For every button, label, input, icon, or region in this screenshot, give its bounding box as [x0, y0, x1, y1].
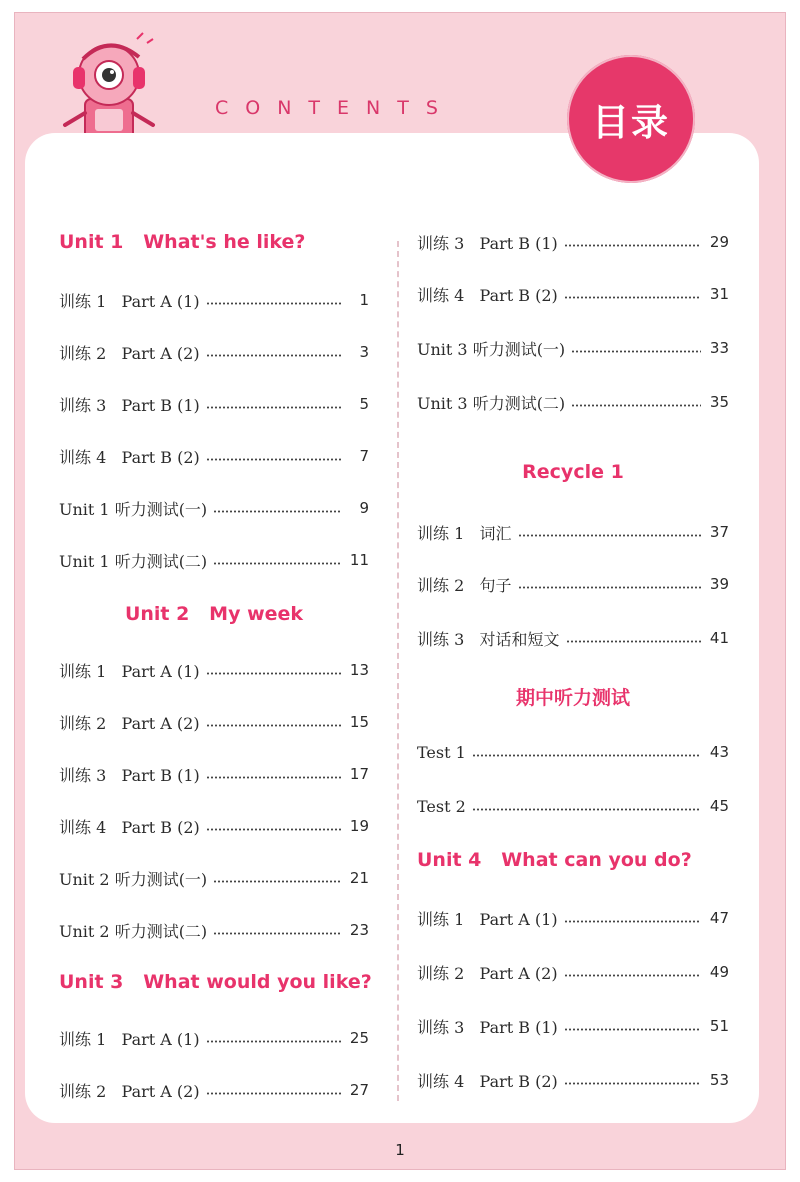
entry-page-number: 1 [359, 291, 369, 309]
entry-page-number: 9 [359, 499, 369, 517]
entry-label: 训练 3 Part B (1) [59, 395, 200, 415]
toc-entry[interactable] [59, 389, 369, 419]
toc-entry[interactable] [59, 441, 369, 471]
toc-entry[interactable] [59, 863, 369, 893]
entry-label: 训练 4 Part B (2) [417, 1071, 558, 1091]
toc-entry[interactable] [417, 387, 729, 417]
column-divider [397, 241, 399, 1101]
section-heading: Unit 3 What would you like? [59, 971, 372, 993]
leader-dots [206, 354, 341, 357]
toc-entry[interactable] [59, 811, 369, 841]
entry-label: 训练 2 Part A (2) [59, 1081, 200, 1101]
entry-page-number: 51 [709, 1017, 729, 1035]
leader-dots [206, 672, 341, 675]
toc-entry[interactable] [59, 759, 369, 789]
entry-page-number: 25 [349, 1029, 369, 1047]
leader-dots [206, 724, 341, 727]
toc-entry[interactable] [417, 737, 729, 767]
entry-page-number: 19 [349, 817, 369, 835]
leader-dots [472, 754, 701, 757]
toc-entry[interactable] [417, 1065, 729, 1095]
toc-entry[interactable] [59, 655, 369, 685]
toc-entry[interactable] [59, 337, 369, 367]
toc-entry[interactable] [59, 285, 369, 315]
entry-label: 训练 3 Part B (1) [417, 233, 558, 253]
entry-page-number: 41 [709, 629, 729, 647]
entry-page-number: 23 [349, 921, 369, 939]
entry-label: 训练 3 对话和短文 [417, 629, 560, 649]
toc-entry[interactable] [417, 957, 729, 987]
leader-dots [206, 776, 341, 779]
entry-page-number: 45 [709, 797, 729, 815]
leader-dots [564, 974, 701, 977]
entry-page-number: 39 [709, 575, 729, 593]
toc-entry[interactable] [59, 545, 369, 575]
entry-label: 训练 4 Part B (2) [417, 285, 558, 305]
entry-label: 训练 3 Part B (1) [417, 1017, 558, 1037]
leader-dots [564, 920, 701, 923]
leader-dots [206, 302, 341, 305]
entry-page-number: 17 [349, 765, 369, 783]
entry-page-number: 13 [349, 661, 369, 679]
section-heading: Unit 4 What can you do? [417, 849, 692, 871]
toc-entry[interactable] [59, 1023, 369, 1053]
entry-page-number: 49 [709, 963, 729, 981]
entry-page-number: 33 [709, 339, 729, 357]
entry-label: 训练 2 Part A (2) [59, 713, 200, 733]
entry-label: Unit 3 听力测试(二) [417, 393, 566, 413]
section-heading: Unit 2 My week [124, 603, 304, 625]
entry-label: Test 1 [417, 742, 466, 762]
entry-label: Unit 3 听力测试(一) [417, 339, 566, 359]
leader-dots [213, 880, 341, 883]
entry-label: 训练 3 Part B (1) [59, 765, 200, 785]
leader-dots [472, 808, 701, 811]
entry-page-number: 43 [709, 743, 729, 761]
entry-page-number: 27 [349, 1081, 369, 1099]
toc-entry[interactable] [417, 791, 729, 821]
toc-entry[interactable] [417, 333, 729, 363]
leader-dots [566, 640, 701, 643]
entry-page-number: 21 [349, 869, 369, 887]
leader-dots [206, 1092, 341, 1095]
entry-page-number: 15 [349, 713, 369, 731]
leader-dots [213, 510, 341, 513]
toc-entry[interactable] [417, 517, 729, 547]
entry-page-number: 31 [709, 285, 729, 303]
entry-page-number: 11 [349, 551, 369, 569]
entry-page-number: 7 [359, 447, 369, 465]
entry-label: Unit 2 听力测试(二) [59, 921, 208, 941]
toc-entry[interactable] [417, 279, 729, 309]
leader-dots [571, 404, 701, 407]
toc-entry[interactable] [59, 1075, 369, 1105]
section-heading: 期中听力测试 [515, 687, 630, 709]
entry-label: 训练 2 Part A (2) [417, 963, 558, 983]
entry-label: Test 2 [417, 796, 466, 816]
leader-dots [213, 932, 341, 935]
contents-page [14, 12, 786, 1170]
section-heading: Unit 1 What's he like? [59, 231, 306, 253]
contents-card [25, 133, 759, 1123]
entry-page-number: 35 [709, 393, 729, 411]
entry-label: Unit 1 听力测试(一) [59, 499, 208, 519]
page-number: 1 [395, 1141, 405, 1159]
entry-page-number: 53 [709, 1071, 729, 1089]
entry-label: 训练 4 Part B (2) [59, 447, 200, 467]
toc-entry[interactable] [59, 493, 369, 523]
leader-dots [564, 244, 701, 247]
leader-dots [571, 350, 701, 353]
leader-dots [518, 534, 701, 537]
toc-entry[interactable] [59, 915, 369, 945]
toc-entry[interactable] [417, 623, 729, 653]
entry-label: Unit 1 听力测试(二) [59, 551, 208, 571]
toc-entry[interactable] [59, 707, 369, 737]
leader-dots [206, 406, 341, 409]
entry-page-number: 29 [709, 233, 729, 251]
entry-label: 训练 1 词汇 [417, 523, 512, 543]
contents-label: CONTENTS [215, 97, 455, 119]
toc-entry[interactable] [417, 1011, 729, 1041]
entry-page-number: 47 [709, 909, 729, 927]
entry-page-number: 3 [359, 343, 369, 361]
leader-dots [564, 1082, 701, 1085]
entry-label: Unit 2 听力测试(一) [59, 869, 208, 889]
entry-label: 训练 2 Part A (2) [59, 343, 200, 363]
entry-label: 训练 1 Part A (1) [59, 661, 200, 681]
entry-label: 训练 4 Part B (2) [59, 817, 200, 837]
entry-page-number: 37 [709, 523, 729, 541]
section-heading: Recycle 1 [522, 461, 624, 483]
leader-dots [206, 458, 341, 461]
entry-label: 训练 1 Part A (1) [417, 909, 558, 929]
entry-label: 训练 2 句子 [417, 575, 512, 595]
entry-label: 训练 1 Part A (1) [59, 291, 200, 311]
leader-dots [206, 1040, 341, 1043]
leader-dots [213, 562, 341, 565]
leader-dots [518, 586, 701, 589]
toc-entry[interactable] [417, 569, 729, 599]
toc-entry[interactable] [417, 227, 729, 257]
leader-dots [564, 296, 701, 299]
entry-page-number: 5 [359, 395, 369, 413]
toc-entry[interactable] [417, 903, 729, 933]
leader-dots [206, 828, 341, 831]
leader-dots [564, 1028, 701, 1031]
contents-badge: 目录 [567, 55, 695, 183]
entry-label: 训练 1 Part A (1) [59, 1029, 200, 1049]
